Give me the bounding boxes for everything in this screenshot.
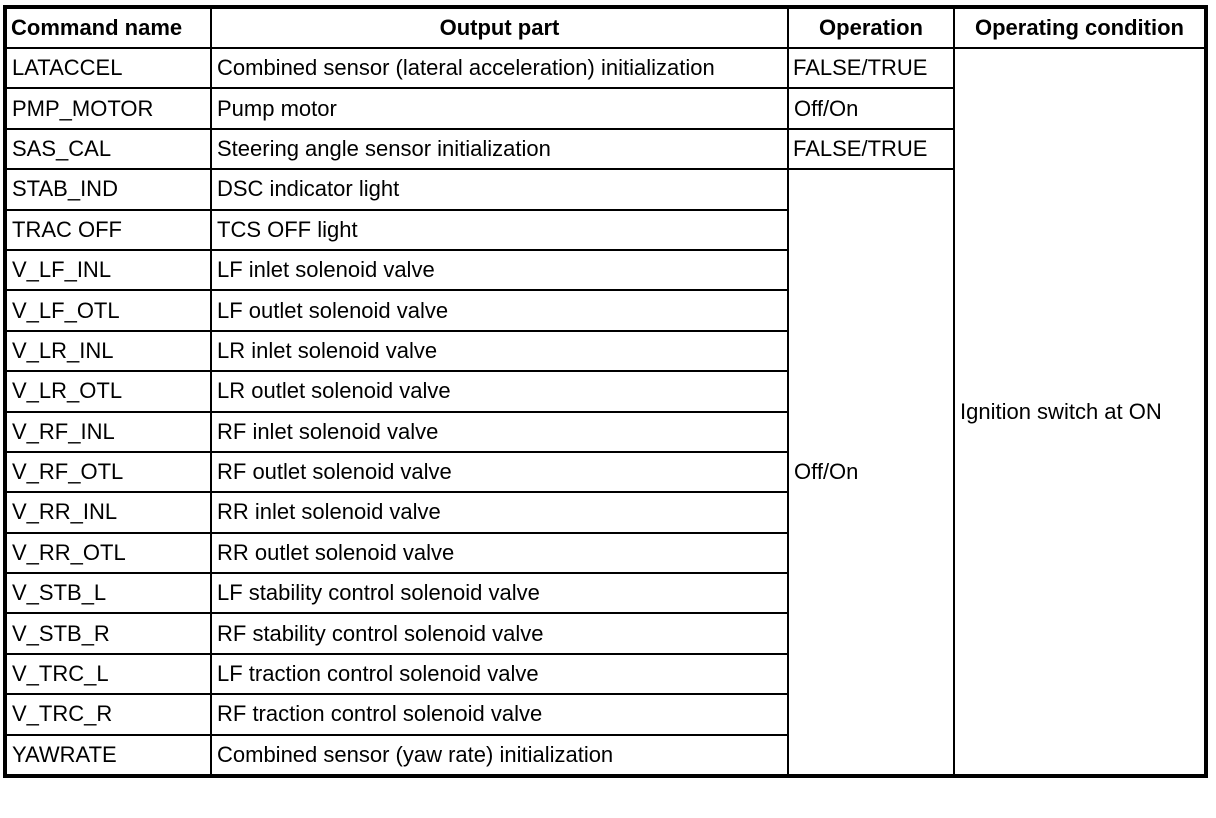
output-cell: LF stability control solenoid valve bbox=[211, 573, 788, 613]
header-command-name: Command name bbox=[6, 8, 211, 48]
output-cell: RF outlet solenoid valve bbox=[211, 452, 788, 492]
command-cell: V_LF_OTL bbox=[6, 290, 211, 330]
command-cell: V_TRC_L bbox=[6, 654, 211, 694]
header-row bbox=[6, 8, 1205, 48]
output-cell: RR inlet solenoid valve bbox=[211, 492, 788, 532]
command-cell: V_LR_OTL bbox=[6, 371, 211, 411]
output-cell: RF inlet solenoid valve bbox=[211, 412, 788, 452]
operation-cell: Off/On bbox=[788, 88, 954, 128]
command-cell: SAS_CAL bbox=[6, 129, 211, 169]
operation-cell: FALSE/TRUE bbox=[788, 48, 954, 88]
operation-cell: FALSE/TRUE bbox=[788, 129, 954, 169]
command-cell: V_LR_INL bbox=[6, 331, 211, 371]
output-cell: LF traction control solenoid valve bbox=[211, 654, 788, 694]
output-cell: Combined sensor (yaw rate) initialization bbox=[211, 735, 788, 775]
output-cell: LR outlet solenoid valve bbox=[211, 371, 788, 411]
command-cell: LATACCEL bbox=[6, 48, 211, 88]
command-cell: YAWRATE bbox=[6, 735, 211, 775]
command-cell: TRAC OFF bbox=[6, 210, 211, 250]
output-cell: Combined sensor (lateral acceleration) initialization bbox=[211, 48, 788, 88]
output-cell: RF stability control solenoid valve bbox=[211, 613, 788, 653]
command-cell: STAB_IND bbox=[6, 169, 211, 209]
output-cell: Steering angle sensor initialization bbox=[211, 129, 788, 169]
output-cell: Pump motor bbox=[211, 88, 788, 128]
output-cell: LF outlet solenoid valve bbox=[211, 290, 788, 330]
command-cell: V_STB_R bbox=[6, 613, 211, 653]
command-cell: V_LF_INL bbox=[6, 250, 211, 290]
command-cell: PMP_MOTOR bbox=[6, 88, 211, 128]
operation-cell-group: Off/On bbox=[788, 169, 954, 775]
command-cell: V_RF_INL bbox=[6, 412, 211, 452]
command-cell: V_RF_OTL bbox=[6, 452, 211, 492]
output-cell: TCS OFF light bbox=[211, 210, 788, 250]
command-cell: V_STB_L bbox=[6, 573, 211, 613]
output-cell: RF traction control solenoid valve bbox=[211, 694, 788, 734]
output-cell: LF inlet solenoid valve bbox=[211, 250, 788, 290]
command-table bbox=[5, 7, 1206, 776]
output-cell: DSC indicator light bbox=[211, 169, 788, 209]
operating-condition-cell: Ignition switch at ON bbox=[954, 48, 1205, 775]
header-output-part: Output part bbox=[211, 8, 788, 48]
command-cell: V_RR_INL bbox=[6, 492, 211, 532]
header-operation: Operation bbox=[788, 8, 954, 48]
output-cell: RR outlet solenoid valve bbox=[211, 533, 788, 573]
table-row bbox=[6, 48, 1205, 88]
command-cell: V_TRC_R bbox=[6, 694, 211, 734]
header-operating-condition: Operating condition bbox=[954, 8, 1205, 48]
command-cell: V_RR_OTL bbox=[6, 533, 211, 573]
output-cell: LR inlet solenoid valve bbox=[211, 331, 788, 371]
